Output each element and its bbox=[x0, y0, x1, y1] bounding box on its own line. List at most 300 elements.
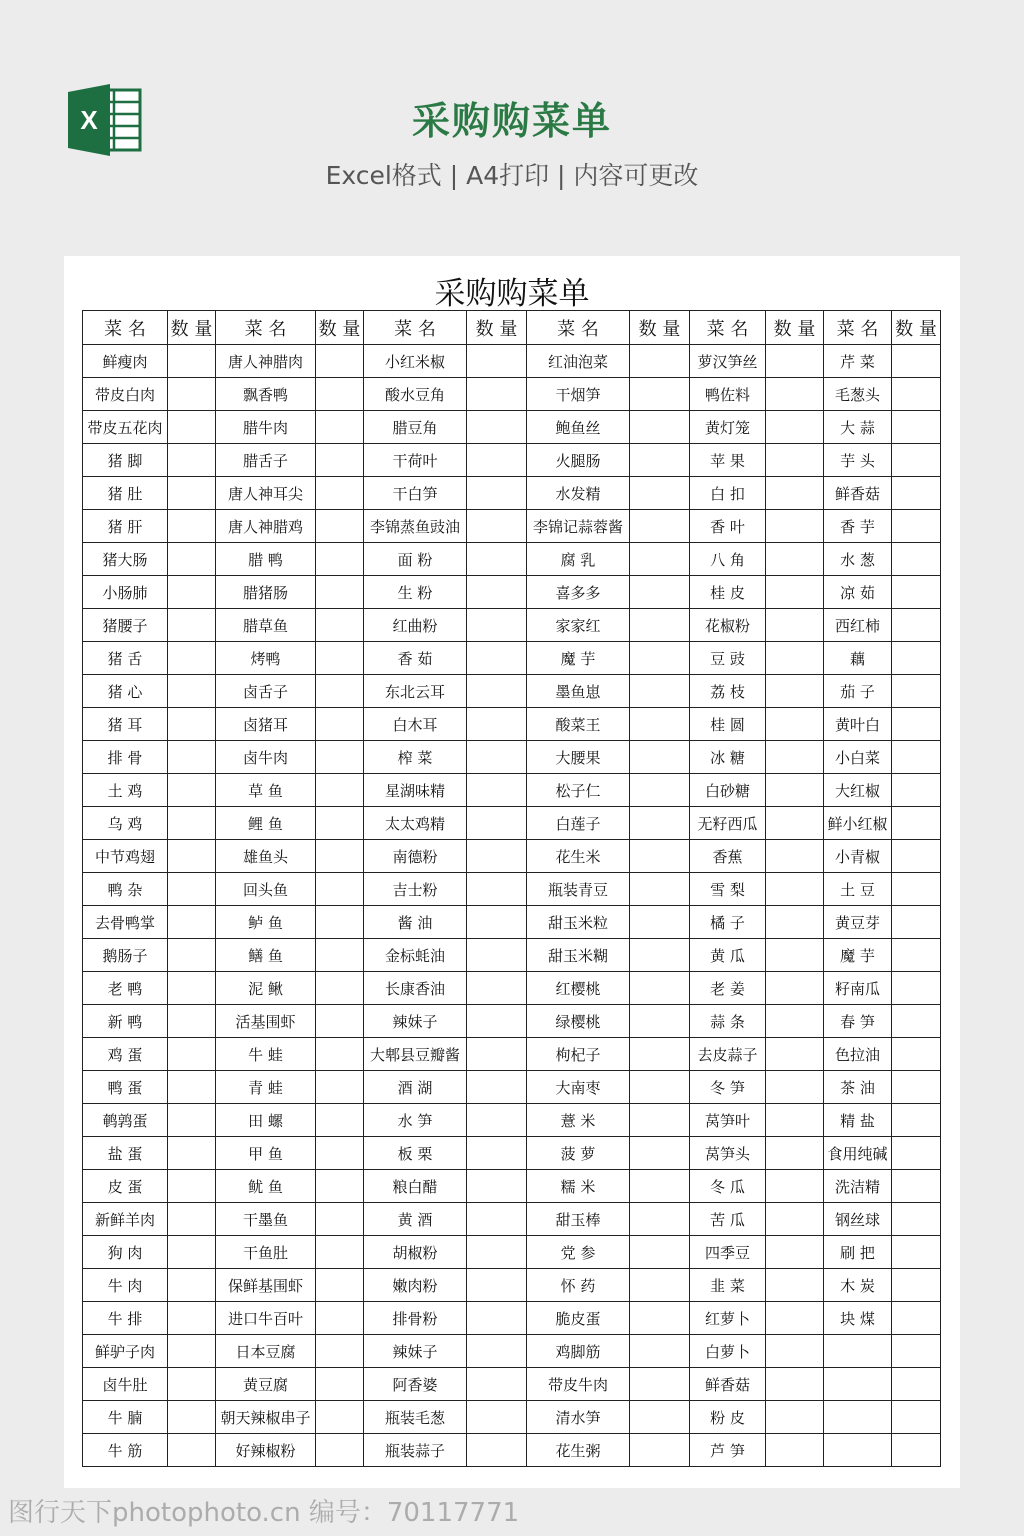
quantity-cell[interactable] bbox=[892, 1071, 941, 1104]
quantity-cell[interactable] bbox=[630, 378, 690, 411]
quantity-cell[interactable] bbox=[467, 1335, 527, 1368]
item-name-cell: 大郫县豆瓣酱 bbox=[364, 1038, 467, 1071]
quantity-cell[interactable] bbox=[168, 1401, 216, 1434]
quantity-cell[interactable] bbox=[630, 1368, 690, 1401]
quantity-cell[interactable] bbox=[892, 609, 941, 642]
quantity-cell[interactable] bbox=[766, 477, 824, 510]
item-name-cell: 腐 乳 bbox=[527, 543, 630, 576]
quantity-cell[interactable] bbox=[630, 675, 690, 708]
quantity-cell[interactable] bbox=[467, 1071, 527, 1104]
page-title: 采购购菜单 bbox=[411, 99, 612, 143]
quantity-cell[interactable] bbox=[168, 939, 216, 972]
quantity-cell[interactable] bbox=[766, 642, 824, 675]
quantity-cell[interactable] bbox=[316, 1401, 364, 1434]
quantity-cell[interactable] bbox=[766, 576, 824, 609]
item-name-cell: 党 参 bbox=[527, 1236, 630, 1269]
quantity-cell[interactable] bbox=[630, 807, 690, 840]
quantity-cell[interactable] bbox=[892, 1236, 941, 1269]
item-name-cell: 金标蚝油 bbox=[364, 939, 467, 972]
quantity-cell[interactable] bbox=[766, 1203, 824, 1236]
quantity-cell[interactable] bbox=[766, 510, 824, 543]
item-name-cell: 食用纯碱 bbox=[824, 1137, 892, 1170]
quantity-cell[interactable] bbox=[892, 1137, 941, 1170]
table-row bbox=[83, 972, 941, 1005]
quantity-cell[interactable] bbox=[168, 543, 216, 576]
quantity-cell[interactable] bbox=[168, 906, 216, 939]
quantity-cell[interactable] bbox=[892, 1335, 941, 1368]
quantity-cell[interactable] bbox=[168, 1038, 216, 1071]
quantity-cell[interactable] bbox=[630, 1302, 690, 1335]
item-name-cell: 粮白醋 bbox=[364, 1170, 467, 1203]
item-name-cell bbox=[824, 1335, 892, 1368]
quantity-cell[interactable] bbox=[630, 1071, 690, 1104]
item-name-cell: 中节鸡翅 bbox=[83, 840, 168, 873]
quantity-cell[interactable] bbox=[316, 477, 364, 510]
quantity-cell[interactable] bbox=[316, 1434, 364, 1467]
item-name-cell: 春 笋 bbox=[824, 1005, 892, 1038]
quantity-cell[interactable] bbox=[892, 708, 941, 741]
quantity-cell[interactable] bbox=[467, 972, 527, 1005]
quantity-cell[interactable] bbox=[892, 906, 941, 939]
quantity-cell[interactable] bbox=[630, 840, 690, 873]
quantity-cell[interactable] bbox=[316, 1170, 364, 1203]
quantity-cell[interactable] bbox=[168, 642, 216, 675]
quantity-cell[interactable] bbox=[168, 1302, 216, 1335]
quantity-cell[interactable] bbox=[316, 378, 364, 411]
quantity-cell[interactable] bbox=[168, 444, 216, 477]
quantity-cell[interactable] bbox=[766, 906, 824, 939]
watermark: 图行天下photophoto.cn 编号：70117771 bbox=[8, 1498, 520, 1528]
table-row bbox=[83, 609, 941, 642]
quantity-cell[interactable] bbox=[892, 576, 941, 609]
quantity-cell[interactable] bbox=[892, 1203, 941, 1236]
quantity-cell[interactable] bbox=[316, 543, 364, 576]
quantity-cell[interactable] bbox=[630, 576, 690, 609]
item-name-cell: 新 鸭 bbox=[83, 1005, 168, 1038]
quantity-cell[interactable] bbox=[766, 444, 824, 477]
quantity-cell[interactable] bbox=[892, 444, 941, 477]
table-row bbox=[83, 1071, 941, 1104]
item-name-cell: 清水笋 bbox=[527, 1401, 630, 1434]
item-name-cell: 卤牛肉 bbox=[216, 741, 316, 774]
quantity-cell[interactable] bbox=[892, 1434, 941, 1467]
item-name-cell: 猪 心 bbox=[83, 675, 168, 708]
quantity-cell[interactable] bbox=[892, 345, 941, 378]
quantity-cell[interactable] bbox=[467, 1170, 527, 1203]
quantity-cell[interactable] bbox=[630, 906, 690, 939]
quantity-cell[interactable] bbox=[467, 1434, 527, 1467]
quantity-cell[interactable] bbox=[892, 807, 941, 840]
item-name-cell: 进口牛百叶 bbox=[216, 1302, 316, 1335]
quantity-cell[interactable] bbox=[766, 1434, 824, 1467]
quantity-cell[interactable] bbox=[467, 774, 527, 807]
item-name-cell: 唐人神腊鸡 bbox=[216, 510, 316, 543]
table-row bbox=[83, 543, 941, 576]
quantity-cell[interactable] bbox=[630, 642, 690, 675]
item-name-cell: 芹 菜 bbox=[824, 345, 892, 378]
quantity-cell[interactable] bbox=[168, 741, 216, 774]
item-name-cell: 苹 果 bbox=[690, 444, 766, 477]
quantity-cell[interactable] bbox=[316, 840, 364, 873]
quantity-cell[interactable] bbox=[766, 609, 824, 642]
quantity-cell[interactable] bbox=[892, 741, 941, 774]
item-name-cell: 白木耳 bbox=[364, 708, 467, 741]
quantity-cell[interactable] bbox=[168, 411, 216, 444]
quantity-cell[interactable] bbox=[892, 1170, 941, 1203]
quantity-cell[interactable] bbox=[168, 510, 216, 543]
item-name-cell: 卤猪耳 bbox=[216, 708, 316, 741]
item-name-cell: 红曲粉 bbox=[364, 609, 467, 642]
quantity-cell[interactable] bbox=[316, 1005, 364, 1038]
column-header-name: 菜 名 bbox=[364, 311, 467, 345]
quantity-cell[interactable] bbox=[766, 675, 824, 708]
quantity-cell[interactable] bbox=[168, 378, 216, 411]
quantity-cell[interactable] bbox=[168, 840, 216, 873]
quantity-cell[interactable] bbox=[766, 411, 824, 444]
quantity-cell[interactable] bbox=[766, 807, 824, 840]
quantity-cell[interactable] bbox=[467, 1368, 527, 1401]
table-row bbox=[83, 1038, 941, 1071]
quantity-cell[interactable] bbox=[467, 675, 527, 708]
quantity-cell[interactable] bbox=[316, 807, 364, 840]
quantity-cell[interactable] bbox=[766, 1401, 824, 1434]
quantity-cell[interactable] bbox=[467, 1137, 527, 1170]
item-name-cell: 冬 笋 bbox=[690, 1071, 766, 1104]
table-row bbox=[83, 1104, 941, 1137]
item-name-cell: 红油泡菜 bbox=[527, 345, 630, 378]
quantity-cell[interactable] bbox=[892, 1038, 941, 1071]
quantity-cell[interactable] bbox=[467, 873, 527, 906]
quantity-cell[interactable] bbox=[630, 1005, 690, 1038]
item-name-cell: 橘 子 bbox=[690, 906, 766, 939]
quantity-cell[interactable] bbox=[766, 1269, 824, 1302]
item-name-cell: 新鲜羊肉 bbox=[83, 1203, 168, 1236]
table-row bbox=[83, 807, 941, 840]
quantity-cell[interactable] bbox=[630, 543, 690, 576]
quantity-cell[interactable] bbox=[892, 543, 941, 576]
page-subtitle: Excel格式 | A4打印 | 内容可更改 bbox=[325, 161, 699, 190]
quantity-cell[interactable] bbox=[630, 510, 690, 543]
quantity-cell[interactable] bbox=[467, 906, 527, 939]
quantity-cell[interactable] bbox=[316, 1302, 364, 1335]
quantity-cell[interactable] bbox=[892, 1302, 941, 1335]
table-row bbox=[83, 1302, 941, 1335]
table-row bbox=[83, 642, 941, 675]
quantity-cell[interactable] bbox=[630, 774, 690, 807]
item-name-cell: 花椒粉 bbox=[690, 609, 766, 642]
quantity-cell[interactable] bbox=[630, 609, 690, 642]
quantity-cell[interactable] bbox=[766, 774, 824, 807]
quantity-cell[interactable] bbox=[892, 1005, 941, 1038]
item-name-cell: 怀 药 bbox=[527, 1269, 630, 1302]
item-name-cell: 南德粉 bbox=[364, 840, 467, 873]
item-name-cell: 籽南瓜 bbox=[824, 972, 892, 1005]
item-name-cell bbox=[824, 1434, 892, 1467]
item-name-cell: 回头鱼 bbox=[216, 873, 316, 906]
quantity-cell[interactable] bbox=[630, 1170, 690, 1203]
item-name-cell: 萝汉笋丝 bbox=[690, 345, 766, 378]
column-header-name: 菜 名 bbox=[824, 311, 892, 345]
quantity-cell[interactable] bbox=[467, 543, 527, 576]
quantity-cell[interactable] bbox=[316, 642, 364, 675]
item-name-cell: 田 螺 bbox=[216, 1104, 316, 1137]
quantity-cell[interactable] bbox=[467, 576, 527, 609]
item-name-cell: 保鲜基围虾 bbox=[216, 1269, 316, 1302]
quantity-cell[interactable] bbox=[316, 345, 364, 378]
quantity-cell[interactable] bbox=[892, 972, 941, 1005]
quantity-cell[interactable] bbox=[766, 1236, 824, 1269]
quantity-cell[interactable] bbox=[316, 1071, 364, 1104]
quantity-cell[interactable] bbox=[168, 675, 216, 708]
quantity-cell[interactable] bbox=[168, 1335, 216, 1368]
quantity-cell[interactable] bbox=[168, 1071, 216, 1104]
item-name-cell: 李锦蒸鱼豉油 bbox=[364, 510, 467, 543]
quantity-cell[interactable] bbox=[766, 1302, 824, 1335]
quantity-cell[interactable] bbox=[630, 1335, 690, 1368]
quantity-cell[interactable] bbox=[630, 741, 690, 774]
quantity-cell[interactable] bbox=[467, 477, 527, 510]
quantity-cell[interactable] bbox=[630, 939, 690, 972]
quantity-cell[interactable] bbox=[316, 444, 364, 477]
item-name-cell: 鲈 鱼 bbox=[216, 906, 316, 939]
menu-table bbox=[82, 310, 941, 1467]
quantity-cell[interactable] bbox=[168, 477, 216, 510]
quantity-cell[interactable] bbox=[316, 873, 364, 906]
quantity-cell[interactable] bbox=[630, 411, 690, 444]
quantity-cell[interactable] bbox=[892, 378, 941, 411]
quantity-cell[interactable] bbox=[316, 741, 364, 774]
item-name-cell: 甜玉米糊 bbox=[527, 939, 630, 972]
quantity-cell[interactable] bbox=[766, 1005, 824, 1038]
quantity-cell[interactable] bbox=[630, 1401, 690, 1434]
quantity-cell[interactable] bbox=[630, 1038, 690, 1071]
quantity-cell[interactable] bbox=[766, 345, 824, 378]
quantity-cell[interactable] bbox=[892, 510, 941, 543]
quantity-cell[interactable] bbox=[168, 1203, 216, 1236]
quantity-cell[interactable] bbox=[467, 741, 527, 774]
quantity-cell[interactable] bbox=[467, 807, 527, 840]
quantity-cell[interactable] bbox=[892, 675, 941, 708]
quantity-cell[interactable] bbox=[892, 840, 941, 873]
item-name-cell: 甜玉棒 bbox=[527, 1203, 630, 1236]
item-name-cell: 小红米椒 bbox=[364, 345, 467, 378]
item-name-cell: 黄叶白 bbox=[824, 708, 892, 741]
quantity-cell[interactable] bbox=[766, 939, 824, 972]
item-name-cell: 朝天辣椒串子 bbox=[216, 1401, 316, 1434]
quantity-cell[interactable] bbox=[316, 1137, 364, 1170]
quantity-cell[interactable] bbox=[168, 1005, 216, 1038]
quantity-cell[interactable] bbox=[316, 609, 364, 642]
quantity-cell[interactable] bbox=[892, 939, 941, 972]
quantity-cell[interactable] bbox=[168, 1170, 216, 1203]
table-header-row bbox=[83, 311, 941, 345]
item-name-cell: 狗 肉 bbox=[83, 1236, 168, 1269]
item-name-cell: 蒜 条 bbox=[690, 1005, 766, 1038]
quantity-cell[interactable] bbox=[892, 477, 941, 510]
quantity-cell[interactable] bbox=[467, 444, 527, 477]
quantity-cell[interactable] bbox=[316, 1236, 364, 1269]
quantity-cell[interactable] bbox=[630, 345, 690, 378]
quantity-cell[interactable] bbox=[316, 1038, 364, 1071]
quantity-cell[interactable] bbox=[630, 1203, 690, 1236]
quantity-cell[interactable] bbox=[168, 1236, 216, 1269]
quantity-cell[interactable] bbox=[316, 1104, 364, 1137]
quantity-cell[interactable] bbox=[316, 1335, 364, 1368]
quantity-cell[interactable] bbox=[766, 873, 824, 906]
quantity-cell[interactable] bbox=[766, 840, 824, 873]
item-name-cell: 好辣椒粉 bbox=[216, 1434, 316, 1467]
quantity-cell[interactable] bbox=[630, 1236, 690, 1269]
quantity-cell[interactable] bbox=[316, 411, 364, 444]
quantity-cell[interactable] bbox=[630, 1269, 690, 1302]
item-name-cell: 鸡 蛋 bbox=[83, 1038, 168, 1071]
quantity-cell[interactable] bbox=[766, 741, 824, 774]
quantity-cell[interactable] bbox=[467, 1038, 527, 1071]
quantity-cell[interactable] bbox=[892, 1269, 941, 1302]
quantity-cell[interactable] bbox=[766, 378, 824, 411]
quantity-cell[interactable] bbox=[467, 1203, 527, 1236]
quantity-cell[interactable] bbox=[316, 708, 364, 741]
item-name-cell: 黄 瓜 bbox=[690, 939, 766, 972]
quantity-cell[interactable] bbox=[766, 972, 824, 1005]
quantity-cell[interactable] bbox=[168, 609, 216, 642]
item-name-cell: 嫩肉粉 bbox=[364, 1269, 467, 1302]
item-name-cell: 星湖味精 bbox=[364, 774, 467, 807]
quantity-cell[interactable] bbox=[892, 1401, 941, 1434]
quantity-cell[interactable] bbox=[892, 642, 941, 675]
quantity-cell[interactable] bbox=[766, 1368, 824, 1401]
quantity-cell[interactable] bbox=[467, 840, 527, 873]
quantity-cell[interactable] bbox=[467, 345, 527, 378]
item-name-cell: 青 蛙 bbox=[216, 1071, 316, 1104]
item-name-cell: 冰 糖 bbox=[690, 741, 766, 774]
item-name-cell: 雪 梨 bbox=[690, 873, 766, 906]
quantity-cell[interactable] bbox=[168, 1104, 216, 1137]
item-name-cell: 辣妹子 bbox=[364, 1335, 467, 1368]
quantity-cell[interactable] bbox=[892, 873, 941, 906]
column-header-name: 菜 名 bbox=[527, 311, 630, 345]
quantity-cell[interactable] bbox=[467, 1401, 527, 1434]
quantity-cell[interactable] bbox=[316, 939, 364, 972]
quantity-cell[interactable] bbox=[467, 378, 527, 411]
quantity-cell[interactable] bbox=[467, 1005, 527, 1038]
table-row bbox=[83, 675, 941, 708]
quantity-cell[interactable] bbox=[467, 939, 527, 972]
item-name-cell: 酸水豆角 bbox=[364, 378, 467, 411]
quantity-cell[interactable] bbox=[467, 609, 527, 642]
quantity-cell[interactable] bbox=[467, 411, 527, 444]
quantity-cell[interactable] bbox=[316, 774, 364, 807]
quantity-cell[interactable] bbox=[766, 1038, 824, 1071]
quantity-cell[interactable] bbox=[168, 873, 216, 906]
item-name-cell: 鱿 鱼 bbox=[216, 1170, 316, 1203]
table-row bbox=[83, 1368, 941, 1401]
quantity-cell[interactable] bbox=[892, 411, 941, 444]
quantity-cell[interactable] bbox=[316, 906, 364, 939]
quantity-cell[interactable] bbox=[766, 1335, 824, 1368]
item-name-cell: 泥 鳅 bbox=[216, 972, 316, 1005]
quantity-cell[interactable] bbox=[168, 807, 216, 840]
quantity-cell[interactable] bbox=[630, 1434, 690, 1467]
item-name-cell: 黄豆芽 bbox=[824, 906, 892, 939]
quantity-cell[interactable] bbox=[467, 642, 527, 675]
item-name-cell: 烤鸭 bbox=[216, 642, 316, 675]
quantity-cell[interactable] bbox=[467, 1302, 527, 1335]
quantity-cell[interactable] bbox=[168, 708, 216, 741]
item-name-cell: 松子仁 bbox=[527, 774, 630, 807]
quantity-cell[interactable] bbox=[168, 576, 216, 609]
quantity-cell[interactable] bbox=[168, 1269, 216, 1302]
item-name-cell: 面 粉 bbox=[364, 543, 467, 576]
quantity-cell[interactable] bbox=[630, 444, 690, 477]
quantity-cell[interactable] bbox=[168, 345, 216, 378]
quantity-cell[interactable] bbox=[892, 1368, 941, 1401]
item-name-cell: 雄鱼头 bbox=[216, 840, 316, 873]
quantity-cell[interactable] bbox=[766, 543, 824, 576]
item-name-cell: 猪大肠 bbox=[83, 543, 168, 576]
quantity-cell[interactable] bbox=[766, 1137, 824, 1170]
item-name-cell: 胡椒粉 bbox=[364, 1236, 467, 1269]
quantity-cell[interactable] bbox=[168, 1368, 216, 1401]
quantity-cell[interactable] bbox=[467, 708, 527, 741]
quantity-cell[interactable] bbox=[892, 774, 941, 807]
quantity-cell[interactable] bbox=[766, 708, 824, 741]
item-name-cell: 鸭 杂 bbox=[83, 873, 168, 906]
item-name-cell: 精 盐 bbox=[824, 1104, 892, 1137]
item-name-cell: 唐人神腊肉 bbox=[216, 345, 316, 378]
quantity-cell[interactable] bbox=[316, 510, 364, 543]
quantity-cell[interactable] bbox=[168, 972, 216, 1005]
table-body bbox=[83, 345, 941, 1467]
item-name-cell: 干白笋 bbox=[364, 477, 467, 510]
quantity-cell[interactable] bbox=[316, 972, 364, 1005]
item-name-cell: 酸菜王 bbox=[527, 708, 630, 741]
quantity-cell[interactable] bbox=[630, 477, 690, 510]
quantity-cell[interactable] bbox=[766, 1104, 824, 1137]
table-row bbox=[83, 477, 941, 510]
quantity-cell[interactable] bbox=[168, 1434, 216, 1467]
item-name-cell: 大 蒜 bbox=[824, 411, 892, 444]
quantity-cell[interactable] bbox=[316, 675, 364, 708]
quantity-cell[interactable] bbox=[630, 1104, 690, 1137]
quantity-cell[interactable] bbox=[766, 1071, 824, 1104]
quantity-cell[interactable] bbox=[467, 1269, 527, 1302]
item-name-cell: 腊 鸭 bbox=[216, 543, 316, 576]
quantity-cell[interactable] bbox=[168, 1137, 216, 1170]
item-name-cell: 白 扣 bbox=[690, 477, 766, 510]
quantity-cell[interactable] bbox=[316, 1368, 364, 1401]
item-name-cell: 水 笋 bbox=[364, 1104, 467, 1137]
quantity-cell[interactable] bbox=[630, 708, 690, 741]
quantity-cell[interactable] bbox=[892, 1104, 941, 1137]
quantity-cell[interactable] bbox=[467, 1104, 527, 1137]
quantity-cell[interactable] bbox=[316, 1269, 364, 1302]
quantity-cell[interactable] bbox=[168, 774, 216, 807]
quantity-cell[interactable] bbox=[630, 972, 690, 1005]
quantity-cell[interactable] bbox=[630, 873, 690, 906]
item-name-cell: 香蕉 bbox=[690, 840, 766, 873]
quantity-cell[interactable] bbox=[316, 576, 364, 609]
quantity-cell[interactable] bbox=[467, 510, 527, 543]
table-row bbox=[83, 1434, 941, 1467]
quantity-cell[interactable] bbox=[766, 1170, 824, 1203]
quantity-cell[interactable] bbox=[467, 1236, 527, 1269]
quantity-cell[interactable] bbox=[630, 1137, 690, 1170]
item-name-cell: 皮 蛋 bbox=[83, 1170, 168, 1203]
table-row bbox=[83, 576, 941, 609]
quantity-cell[interactable] bbox=[316, 1203, 364, 1236]
svg-text:X: X bbox=[80, 105, 98, 135]
